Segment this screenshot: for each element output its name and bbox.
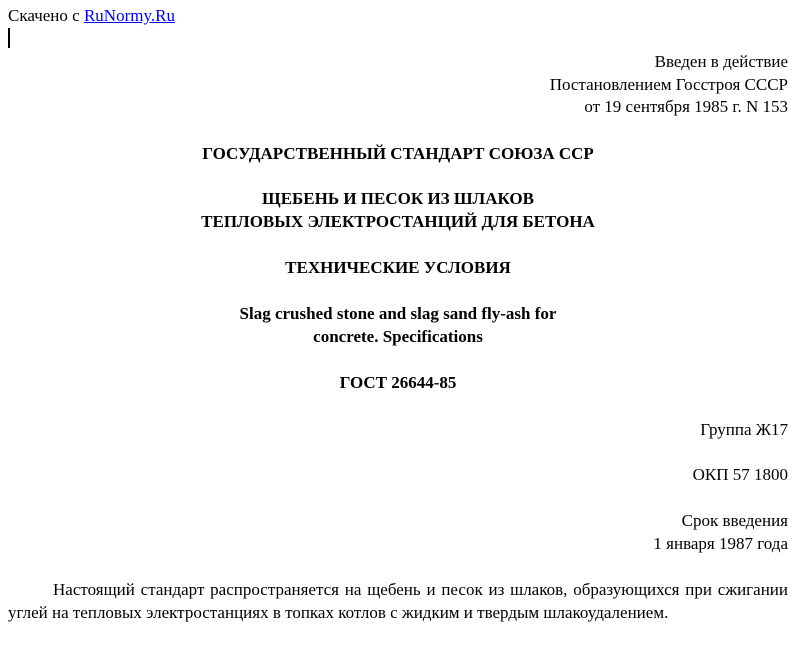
enactment-line-2: Постановлением Госстроя СССР xyxy=(549,74,788,94)
okp-code xyxy=(693,464,788,487)
effective-date-value: 1 января 1987 года xyxy=(653,533,788,553)
subject-heading xyxy=(8,188,788,233)
effective-date-block xyxy=(653,510,788,555)
okp-code-text: ОКП 57 1800 xyxy=(692,465,788,484)
state-standard-text: ГОСУДАРСТВЕННЫЙ СТАНДАРТ СОЮЗА ССР xyxy=(202,144,594,163)
gost-number xyxy=(8,372,788,395)
source-line xyxy=(8,6,175,26)
enactment-block xyxy=(550,51,788,119)
english-title-line-1: Slag crushed stone and slag sand fly-ash for xyxy=(239,304,557,323)
intro-paragraph: Настоящий стандарт распространяется на щебень и песок из шлаков, образующихся при сжигании углей на тепловых электростанциях в топках котлов с жидким и твердым шлакоудалением. xyxy=(8,580,788,622)
effective-date-label: Срок введения xyxy=(681,511,788,530)
spec-heading-text: ТЕХНИЧЕСКИЕ УСЛОВИЯ xyxy=(285,258,511,277)
enactment-line-3: от 19 сентября 1985 г. N 153 xyxy=(584,97,788,116)
english-title-line-2: concrete. Specifications xyxy=(313,326,483,346)
group-code-text: Группа Ж17 xyxy=(700,420,788,439)
runormy-link[interactable]: RuNormy.Ru xyxy=(83,6,175,25)
gost-number-text: ГОСТ 26644-85 xyxy=(339,373,457,392)
source-prefix: Скачено с xyxy=(8,6,80,25)
document-page xyxy=(8,0,788,646)
group-code xyxy=(700,419,788,442)
state-standard-heading xyxy=(8,143,788,166)
subject-line-1: ЩЕБЕНЬ И ПЕСОК ИЗ ШЛАКОВ xyxy=(262,189,534,208)
english-title xyxy=(8,303,788,348)
subject-line-2: ТЕПЛОВЫХ ЭЛЕКТРОСТАНЦИЙ ДЛЯ БЕТОНА xyxy=(201,211,595,231)
enactment-line-1: Введен в действие xyxy=(654,52,788,71)
text-cursor xyxy=(8,28,10,48)
spec-heading xyxy=(8,257,788,280)
